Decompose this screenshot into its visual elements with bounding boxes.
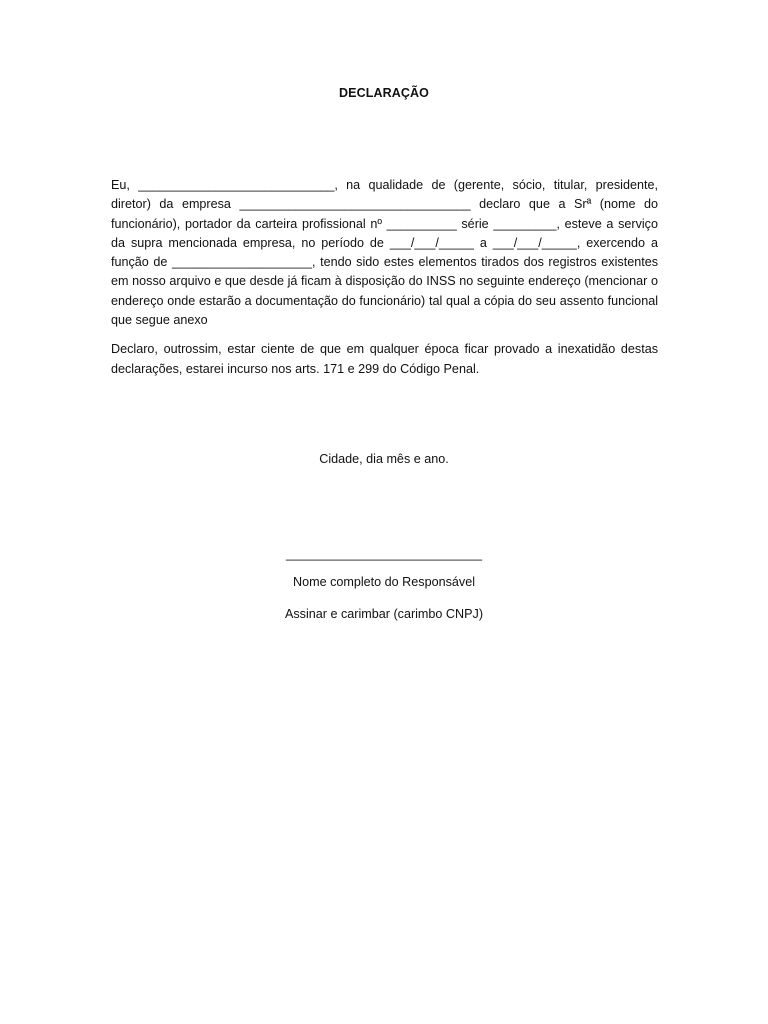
- signer-name-label: Nome completo do Responsável: [292, 575, 475, 589]
- place-date-line: Cidade, dia mês e ano.: [319, 452, 449, 466]
- declaration-body: [111, 176, 658, 379]
- signature-line: ____________________________: [285, 547, 483, 561]
- declaration-paragraph-legal: Declaro, outrossim, estar ciente de que em qualquer época ficar provado a inexatidão destas declarações, estarei incurso nos arts. 171 e 299 do Código Penal.: [111, 342, 658, 376]
- document-title: DECLARAÇÃO: [339, 86, 429, 100]
- sign-and-stamp-instruction: Assinar e carimbar (carimbo CNPJ): [284, 607, 484, 621]
- declaration-paragraph-main: Eu, ____________________________, na qualidade de (gerente, sócio, titular, presidente, diretor) da empresa _________________________________ declaro que a Srª (nome do funcionário), portador da carteira profissional nº __________ série _________, esteve a serviço da supra mencionada empresa, no período de ___/___/_____ a ___/___/_____, exercendo a função de ____________________, tendo sido estes elementos tirados dos registros existentes em nosso arquivo e que desde já ficam à disposição do INSS no seguinte endereço (mencionar o endereço onde estarão a documentação do funcionário) tal qual a cópia do seu assento funcional que segue anexo: [111, 178, 658, 328]
